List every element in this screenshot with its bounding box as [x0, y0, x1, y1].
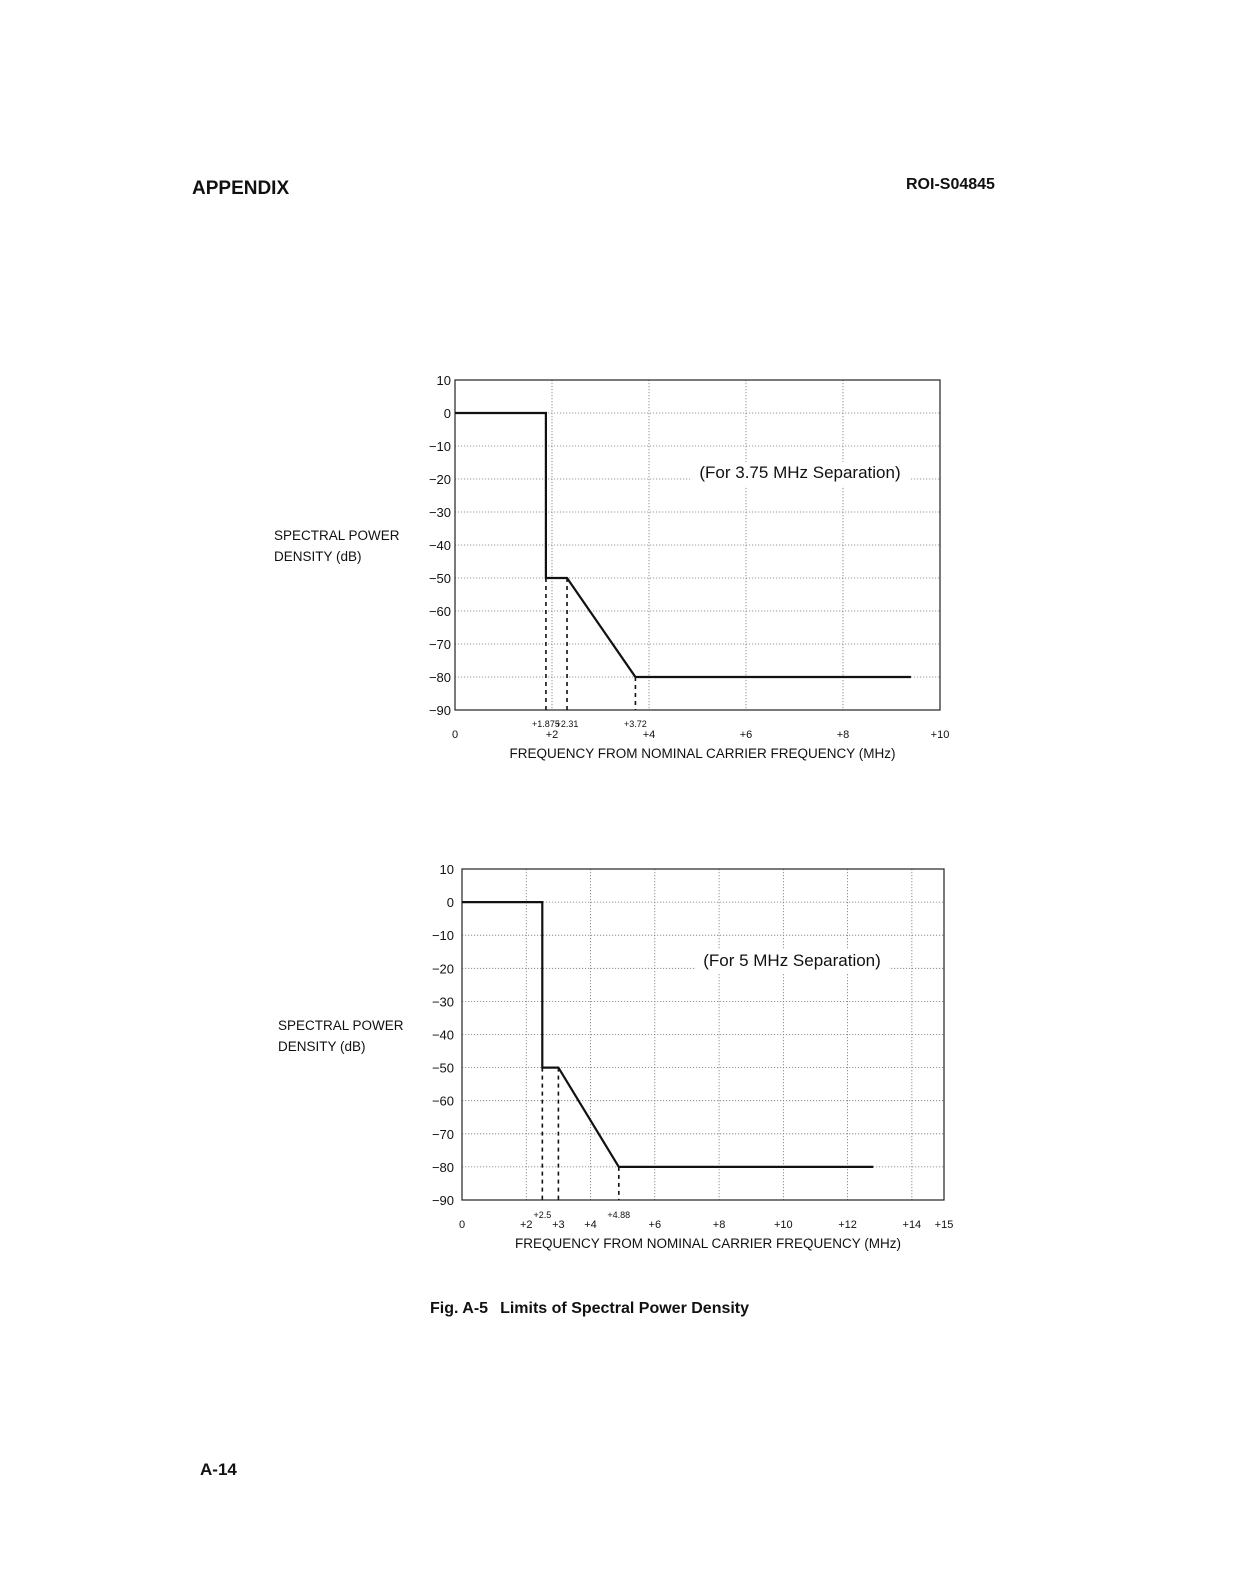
chart-2-mask-line [462, 902, 873, 1167]
chart-2-x-tick-label: +12 [838, 1219, 857, 1231]
figure-caption-text: Limits of Spectral Power Density [500, 1300, 750, 1317]
chart-2-breakpoint-label: +4.88 [607, 1210, 631, 1220]
figure-caption-number: Fig. A-5 [430, 1300, 489, 1317]
chart-2-x-tick-label: +14 [902, 1219, 922, 1231]
figure-caption [430, 1300, 749, 1318]
chart-2-x-tick-label: +6 [648, 1219, 662, 1231]
chart-1 [429, 373, 949, 761]
chart-2-y-tick-label: 10 [439, 862, 454, 877]
chart-2-y-tick-label: −10 [431, 928, 454, 944]
chart-2-y-tick-label: −40 [431, 1027, 454, 1043]
chart-2-y-tick-label: −60 [431, 1093, 454, 1109]
chart-1-y-tick-label: 10 [436, 373, 451, 388]
chart-1-y-tick-label: −60 [428, 604, 451, 619]
chart-1-y-tick-label: −10 [428, 439, 451, 454]
chart-2-y-tick-label: −30 [431, 994, 454, 1010]
chart-2-y-tick-label: −80 [431, 1159, 454, 1175]
chart-1-x-tick-label: +8 [836, 729, 850, 741]
chart-2-x-tick-label: +2 [519, 1219, 533, 1231]
chart-1-y-tick-label: −80 [428, 670, 451, 685]
chart-2-y-tick-label: 0 [446, 895, 454, 911]
chart-1-y-tick-label: −30 [428, 505, 451, 520]
chart-2-y-tick-label: −20 [431, 961, 454, 977]
chart-2-x-tick-label: +15 [934, 1219, 954, 1231]
chart-2-x-tick-label: +4 [584, 1219, 597, 1231]
chart-2-y-axis-label-line-2: DENSITY (dB) [278, 1039, 366, 1054]
chart-1-x-tick-label: +2 [545, 729, 559, 741]
chart-1-x-tick-label: +10 [930, 729, 950, 741]
chart-2-x-axis-label: FREQUENCY FROM NOMINAL CARRIER FREQUENCY (MHz) [514, 1236, 902, 1251]
chart-1-x-tick-label: +6 [739, 729, 753, 741]
chart-1-y-axis-label-line-1: SPECTRAL POWER [274, 528, 400, 543]
chart-2-annotation: (For 5 MHz Separation) [703, 951, 881, 970]
chart-2 [432, 862, 953, 1251]
chart-1-y-axis-label-line-2: DENSITY (dB) [274, 549, 362, 564]
chart-2-x-tick-label: +10 [773, 1219, 793, 1231]
chart-1-y-tick-label: 0 [443, 406, 451, 421]
chart-1-breakpoint-label: +1.875 [532, 719, 560, 729]
chart-1-annotation: (For 3.75 MHz Separation) [699, 463, 901, 482]
chart-1-y-tick-label: −70 [428, 637, 451, 652]
page-header-right: ROI-S04845 [906, 176, 995, 193]
chart-2-y-tick-label: −70 [431, 1126, 454, 1142]
chart-2-x-tick-label: +3 [552, 1219, 565, 1231]
chart-1-breakpoint-label: +3.72 [624, 719, 647, 729]
chart-1-y-tick-label: −50 [428, 571, 451, 586]
chart-2-y-tick-label: −50 [431, 1060, 454, 1076]
chart-2-y-tick-label: −90 [431, 1193, 454, 1208]
chart-1-x-axis-label: FREQUENCY FROM NOMINAL CARRIER FREQUENCY (MHz) [509, 746, 896, 761]
chart-1-x-tick-label: +4 [642, 729, 656, 741]
chart-2-y-axis-label-line-1: SPECTRAL POWER [278, 1018, 404, 1033]
chart-2-x-tick-label: 0 [458, 1219, 466, 1231]
chart-1-y-tick-label: −40 [428, 538, 451, 553]
page-number: A-14 [200, 1460, 237, 1479]
chart-1-x-tick-label: 0 [451, 729, 459, 741]
chart-2-breakpoint-label: +2.5 [533, 1210, 552, 1220]
chart-1-y-tick-label: −90 [428, 703, 451, 718]
page-header-left: APPENDIX [192, 178, 290, 199]
chart-2-x-tick-label: +8 [712, 1219, 726, 1231]
chart-1-breakpoint-label: +2.31 [555, 719, 579, 729]
chart-1-y-tick-label: −20 [428, 472, 451, 487]
